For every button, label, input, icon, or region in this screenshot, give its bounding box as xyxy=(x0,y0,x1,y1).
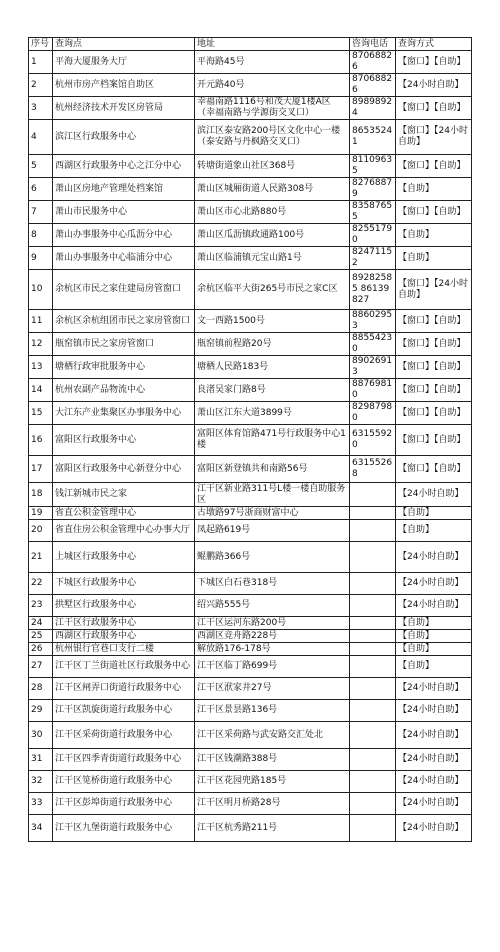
row-place: 江干区笕桥街道行政服务中心 xyxy=(53,771,195,793)
row-address: 幸福南路1116号和茂大厦1楼A区（幸福南路与学源街交叉口） xyxy=(195,97,350,120)
row-place: 萧山办事服务中心临浦分中心 xyxy=(53,247,195,270)
row-method: 【自助】 xyxy=(396,643,472,656)
table-row xyxy=(29,573,472,595)
row-place: 西湖区行政服务中心 xyxy=(53,630,195,643)
row-phone: 63155268 xyxy=(350,456,396,483)
row-address: 下城区白石巷318号 xyxy=(195,573,350,595)
row-address: 平海路45号 xyxy=(195,51,350,74)
row-phone: 86535241 xyxy=(350,120,396,155)
row-method: 【24小时自助】 xyxy=(396,771,472,793)
row-method: 【自助】 xyxy=(396,247,472,270)
row-phone xyxy=(350,793,396,815)
table-row xyxy=(29,379,472,402)
row-method: 【24小时自助】 xyxy=(396,483,472,507)
row-method: 【窗口】【自助】 xyxy=(396,310,472,333)
table-row xyxy=(29,97,472,120)
row-method: 【窗口】【24小时自助】 xyxy=(396,120,472,155)
row-place: 杭州经济技术开发区房管局 xyxy=(53,97,195,120)
row-phone: 63155920 xyxy=(350,425,396,456)
row-place: 江干区凯旋街道行政服务中心 xyxy=(53,700,195,722)
row-method: 【窗口】【自助】 xyxy=(396,155,472,178)
row-no: 29 xyxy=(29,700,53,722)
row-phone xyxy=(350,573,396,595)
table-row xyxy=(29,793,472,815)
row-no: 4 xyxy=(29,120,53,155)
row-method: 【窗口】【自助】 xyxy=(396,97,472,120)
header-place: 查询点 xyxy=(53,38,195,51)
row-place: 西湖区行政服务中心之江分中心 xyxy=(53,155,195,178)
table-row xyxy=(29,815,472,842)
table-row xyxy=(29,310,472,333)
row-phone xyxy=(350,520,396,542)
row-no: 23 xyxy=(29,595,53,617)
row-place: 江干区九堡街道行政服务中心 xyxy=(53,815,195,842)
row-method: 【24小时自助】 xyxy=(396,595,472,617)
row-phone xyxy=(350,483,396,507)
row-method: 【24小时自助】 xyxy=(396,722,472,749)
row-no: 32 xyxy=(29,771,53,793)
table-row xyxy=(29,630,472,643)
row-phone xyxy=(350,595,396,617)
row-phone: 88554230 xyxy=(350,333,396,356)
row-address: 江干区运河东路200号 xyxy=(195,617,350,630)
row-place: 江干区采荷街道行政服务中心 xyxy=(53,722,195,749)
row-place: 省直公积金管理中心 xyxy=(53,507,195,520)
row-phone xyxy=(350,542,396,573)
row-method: 【24小时自助】 xyxy=(396,542,472,573)
row-method: 【自助】 xyxy=(396,520,472,542)
row-address: 西湖区竞舟路228号 xyxy=(195,630,350,643)
row-phone xyxy=(350,617,396,630)
row-no: 21 xyxy=(29,542,53,573)
row-address: 鲲鹏路366号 xyxy=(195,542,350,573)
row-method: 【窗口】【自助】 xyxy=(396,379,472,402)
row-method: 【窗口】【自助】 xyxy=(396,356,472,379)
table-row xyxy=(29,456,472,483)
row-no: 13 xyxy=(29,356,53,379)
row-no: 19 xyxy=(29,507,53,520)
row-address: 江干区钱潮路388号 xyxy=(195,749,350,771)
row-no: 34 xyxy=(29,815,53,842)
row-address: 萧山区瓜沥镇政通路100号 xyxy=(195,224,350,247)
row-no: 15 xyxy=(29,402,53,425)
row-place: 萧山区房地产管理处档案馆 xyxy=(53,178,195,201)
query-table xyxy=(28,37,472,842)
row-place: 富阳区行政服务中心新登分中心 xyxy=(53,456,195,483)
row-place: 杭州农副产品物流中心 xyxy=(53,379,195,402)
row-method: 【自助】 xyxy=(396,617,472,630)
row-no: 3 xyxy=(29,97,53,120)
row-place: 富阳区行政服务中心 xyxy=(53,425,195,456)
row-address: 江干区新业路311号L楼一楼自助服务区 xyxy=(195,483,350,507)
row-phone xyxy=(350,749,396,771)
header-no: 序号 xyxy=(29,38,53,51)
row-place: 瓶窑镇市民之家房管窗口 xyxy=(53,333,195,356)
table-row xyxy=(29,749,472,771)
row-address: 萧山区市心北路880号 xyxy=(195,201,350,224)
row-method: 【窗口】【自助】 xyxy=(396,402,472,425)
row-method: 【自助】 xyxy=(396,630,472,643)
row-no: 22 xyxy=(29,573,53,595)
table-row xyxy=(29,51,472,74)
row-place: 拱墅区行政服务中心 xyxy=(53,595,195,617)
table-row xyxy=(29,333,472,356)
row-no: 31 xyxy=(29,749,53,771)
table-row xyxy=(29,722,472,749)
row-place: 萧山市民服务中心 xyxy=(53,201,195,224)
row-method: 【24小时自助】 xyxy=(396,573,472,595)
row-phone: 89898924 xyxy=(350,97,396,120)
row-place: 余杭区市民之家住建局房管窗口 xyxy=(53,270,195,310)
row-address: 凤起路619号 xyxy=(195,520,350,542)
row-address: 萧山区江东大道3899号 xyxy=(195,402,350,425)
row-place: 滨江区行政服务中心 xyxy=(53,120,195,155)
row-no: 6 xyxy=(29,178,53,201)
row-no: 26 xyxy=(29,643,53,656)
row-address: 萧山区临浦镇元宝山路1号 xyxy=(195,247,350,270)
row-no: 9 xyxy=(29,247,53,270)
row-method: 【窗口】【自助】 xyxy=(396,51,472,74)
table-row xyxy=(29,643,472,656)
table-row xyxy=(29,402,472,425)
row-phone xyxy=(350,507,396,520)
row-place: 杭州市房产档案馆自助区 xyxy=(53,74,195,97)
row-address: 转塘街道象山社区368号 xyxy=(195,155,350,178)
row-method: 【窗口】【自助】 xyxy=(396,201,472,224)
table-row xyxy=(29,224,472,247)
table-row xyxy=(29,520,472,542)
row-no: 5 xyxy=(29,155,53,178)
row-place: 江干区行政服务中心 xyxy=(53,617,195,630)
row-no: 27 xyxy=(29,656,53,678)
row-address: 富阳区新登镇共和南路56号 xyxy=(195,456,350,483)
row-no: 30 xyxy=(29,722,53,749)
table-row xyxy=(29,155,472,178)
row-method: 【自助】 xyxy=(396,507,472,520)
row-no: 12 xyxy=(29,333,53,356)
row-no: 25 xyxy=(29,630,53,643)
table-row xyxy=(29,507,472,520)
row-address: 古墩路97号浙商财富中心 xyxy=(195,507,350,520)
row-phone xyxy=(350,656,396,678)
row-place: 江干区丁兰街道社区行政服务中心 xyxy=(53,656,195,678)
row-method: 【24小时自助】 xyxy=(396,793,472,815)
row-address: 江干区临丁路699号 xyxy=(195,656,350,678)
header-row xyxy=(29,38,472,51)
row-address: 解放路176-178号 xyxy=(195,643,350,656)
row-phone: 87068826 xyxy=(350,74,396,97)
row-phone xyxy=(350,722,396,749)
row-method: 【窗口】【自助】 xyxy=(396,425,472,456)
row-place: 江干区彭埠街道行政服务中心 xyxy=(53,793,195,815)
table-row xyxy=(29,425,472,456)
header-phone: 咨询电话 xyxy=(350,38,396,51)
table-row xyxy=(29,656,472,678)
row-phone: 82768879 xyxy=(350,178,396,201)
row-place: 塘栖行政审批服务中心 xyxy=(53,356,195,379)
row-address: 开元路40号 xyxy=(195,74,350,97)
row-address: 江干区洑家井27号 xyxy=(195,678,350,700)
row-no: 8 xyxy=(29,224,53,247)
header-address: 地址 xyxy=(195,38,350,51)
row-place: 平海大厦服务大厅 xyxy=(53,51,195,74)
table-row xyxy=(29,542,472,573)
table-row xyxy=(29,270,472,310)
row-address: 余杭区临平大街265号市民之家C区 xyxy=(195,270,350,310)
row-phone: 87068826 xyxy=(350,51,396,74)
row-address: 良渚吴家门路8号 xyxy=(195,379,350,402)
table-row xyxy=(29,595,472,617)
row-place: 上城区行政服务中心 xyxy=(53,542,195,573)
row-place: 萧山办事服务中心瓜沥分中心 xyxy=(53,224,195,247)
row-place: 大江东产业集聚区办事服务中心 xyxy=(53,402,195,425)
table-row xyxy=(29,700,472,722)
row-address: 江干区采荷路与武安路交汇处北 xyxy=(195,722,350,749)
row-address: 江干区景昙路136号 xyxy=(195,700,350,722)
row-place: 江干区四季青街道行政服务中心 xyxy=(53,749,195,771)
row-address: 江干区明月桥路28号 xyxy=(195,793,350,815)
row-address: 塘栖人民路183号 xyxy=(195,356,350,379)
row-method: 【24小时自助】 xyxy=(396,74,472,97)
row-method: 【自助】 xyxy=(396,224,472,247)
row-phone xyxy=(350,771,396,793)
row-place: 下城区行政服务中心 xyxy=(53,573,195,595)
row-no: 10 xyxy=(29,270,53,310)
row-no: 7 xyxy=(29,201,53,224)
table-row xyxy=(29,678,472,700)
row-no: 18 xyxy=(29,483,53,507)
row-address: 瓶窑镇前程路20号 xyxy=(195,333,350,356)
row-address: 绍兴路555号 xyxy=(195,595,350,617)
row-place: 钱江新城市民之家 xyxy=(53,483,195,507)
row-phone: 89026913 xyxy=(350,356,396,379)
table-body xyxy=(29,38,472,842)
row-no: 24 xyxy=(29,617,53,630)
row-no: 2 xyxy=(29,74,53,97)
row-phone: 82987980 xyxy=(350,402,396,425)
row-no: 11 xyxy=(29,310,53,333)
row-no: 28 xyxy=(29,678,53,700)
header-method: 查询方式 xyxy=(396,38,472,51)
row-method: 【24小时自助】 xyxy=(396,815,472,842)
row-phone: 83587655 xyxy=(350,201,396,224)
row-address: 萧山区城厢街道人民路308号 xyxy=(195,178,350,201)
row-place: 余杭区余杭组团市民之家房管窗口 xyxy=(53,310,195,333)
row-phone xyxy=(350,630,396,643)
row-no: 33 xyxy=(29,793,53,815)
row-phone: 81109635 xyxy=(350,155,396,178)
table-row xyxy=(29,120,472,155)
row-method: 【自助】 xyxy=(396,178,472,201)
row-method: 【窗口】【自助】 xyxy=(396,333,472,356)
row-method: 【窗口】【自助】 xyxy=(396,456,472,483)
table-row xyxy=(29,178,472,201)
table-row xyxy=(29,483,472,507)
row-method: 【24小时自助】 xyxy=(396,749,472,771)
row-method: 【窗口】【24小时自助】 xyxy=(396,270,472,310)
row-place: 江干区闸弄口街道行政服务中心 xyxy=(53,678,195,700)
row-address: 江干区杭秀路211号 xyxy=(195,815,350,842)
row-no: 16 xyxy=(29,425,53,456)
row-place: 省直住房公积金管理中心办事大厅 xyxy=(53,520,195,542)
table-row xyxy=(29,247,472,270)
row-phone xyxy=(350,643,396,656)
table-row xyxy=(29,201,472,224)
row-method: 【自助】 xyxy=(396,656,472,678)
row-phone: 82471152 xyxy=(350,247,396,270)
row-no: 17 xyxy=(29,456,53,483)
row-phone: 88602953 xyxy=(350,310,396,333)
row-phone: 88769810 xyxy=(350,379,396,402)
table-row xyxy=(29,617,472,630)
row-phone xyxy=(350,700,396,722)
row-phone: 89282585 86139827 xyxy=(350,270,396,310)
row-no: 1 xyxy=(29,51,53,74)
table-row xyxy=(29,74,472,97)
row-place: 杭州银行官巷口支行二楼 xyxy=(53,643,195,656)
row-no: 14 xyxy=(29,379,53,402)
row-method: 【24小时自助】 xyxy=(396,700,472,722)
row-method: 【24小时自助】 xyxy=(396,678,472,700)
row-address: 文一西路1500号 xyxy=(195,310,350,333)
table-row xyxy=(29,356,472,379)
row-no: 20 xyxy=(29,520,53,542)
row-address: 富阳区体育馆路471号行政服务中心1楼 xyxy=(195,425,350,456)
row-phone xyxy=(350,815,396,842)
row-address: 滨江区泰安路200号区文化中心一楼（泰安路与丹枫路交叉口） xyxy=(195,120,350,155)
row-phone xyxy=(350,678,396,700)
row-address: 江干区花园兜路185号 xyxy=(195,771,350,793)
table-row xyxy=(29,771,472,793)
row-phone: 82551790 xyxy=(350,224,396,247)
